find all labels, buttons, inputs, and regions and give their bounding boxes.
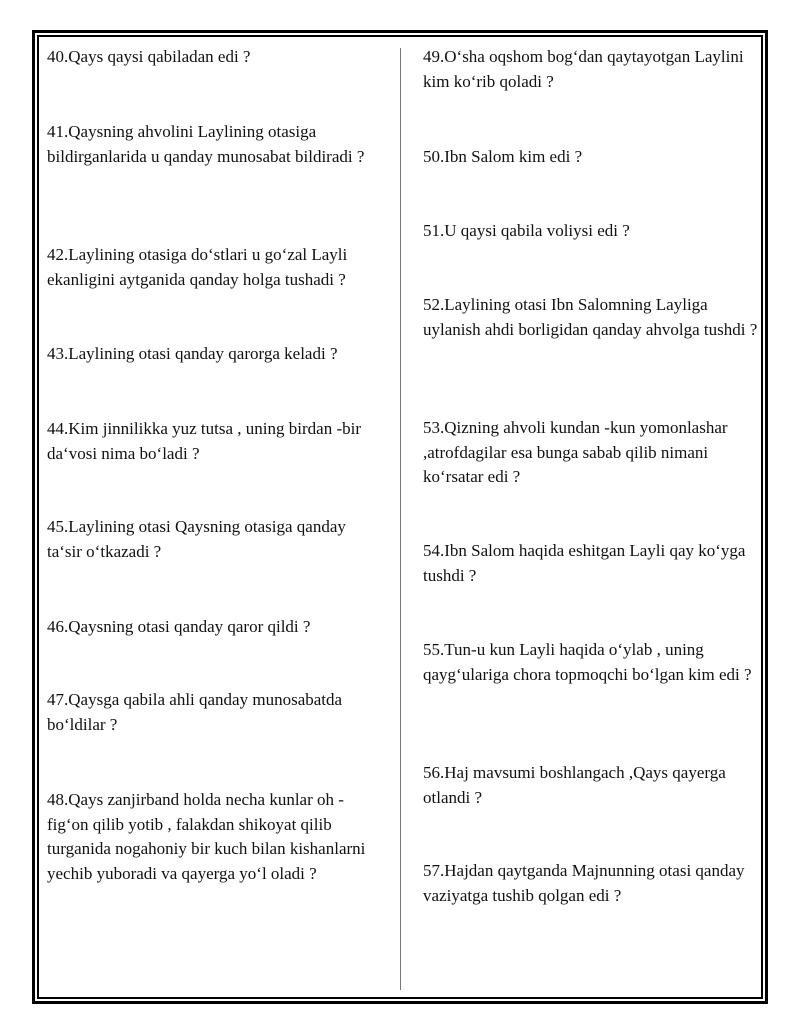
question-43: 43.Laylining otasi qanday qarorga keladi ? — [47, 344, 338, 363]
question-51: 51.U qaysi qabila voliysi edi ? — [423, 221, 630, 240]
question-56: 56.Haj mavsumi boshlangach ,Qays qayerga otlandi ? — [423, 763, 726, 807]
question-49: 49.O‘sha oqshom bog‘dan qaytayotgan Laylini kim ko‘rib qoladi ? — [423, 47, 744, 91]
question-46: 46.Qaysning otasi qanday qaror qildi ? — [47, 617, 311, 636]
column-divider — [400, 48, 401, 990]
question-44: 44.Kim jinnilikka yuz tutsa , uning birdan -bir da‘vosi nima bo‘ladi ? — [47, 419, 361, 463]
question-45: 45.Laylining otasi Qaysning otasiga qanday ta‘sir o‘tkazadi ? — [47, 517, 346, 561]
question-55: 55.Tun-u kun Layli haqida o‘ylab , uning qayg‘ulariga chora topmoqchi bo‘lgan kim edi ? — [423, 640, 752, 684]
question-47: 47.Qaysga qabila ahli qanday munosabatda bo‘ldilar ? — [47, 690, 343, 734]
question-57: 57.Hajdan qaytganda Majnunning otasi qanday vaziyatga tushib qolgan edi ? — [423, 861, 745, 905]
question-42: 42.Laylining otasiga do‘stlari u go‘zal Layli ekanligini aytganida qanday holga tushadi ? — [47, 245, 348, 289]
question-54: 54.Ibn Salom haqida eshitgan Layli qay ko‘yga tushdi ? — [423, 541, 746, 585]
question-50: 50.Ibn Salom kim edi ? — [423, 147, 583, 166]
question-52: 52.Laylining otasi Ibn Salomning Layliga uylanish ahdi borligidan qanday ahvolga tushdi ? — [423, 295, 758, 339]
question-41: 41.Qaysning ahvolini Laylining otasiga bildirganlarida u qanday munosabat bildiradi ? — [47, 122, 365, 166]
question-53: 53.Qizning ahvoli kundan -kun yomonlashar ,atrofdagilar esa bunga sabab qilib nimani ko‘rsatar edi ? — [423, 418, 728, 486]
question-40: 40.Qays qaysi qabiladan edi ? — [47, 47, 251, 66]
question-48: 48.Qays zanjirband holda necha kunlar oh -fig‘on qilib yotib , falakdan shikoyat qilib turganida nogahoniy bir kuch bilan kishanlarni yechib yuboradi va qayerga yo‘l oladi ? — [47, 790, 366, 883]
